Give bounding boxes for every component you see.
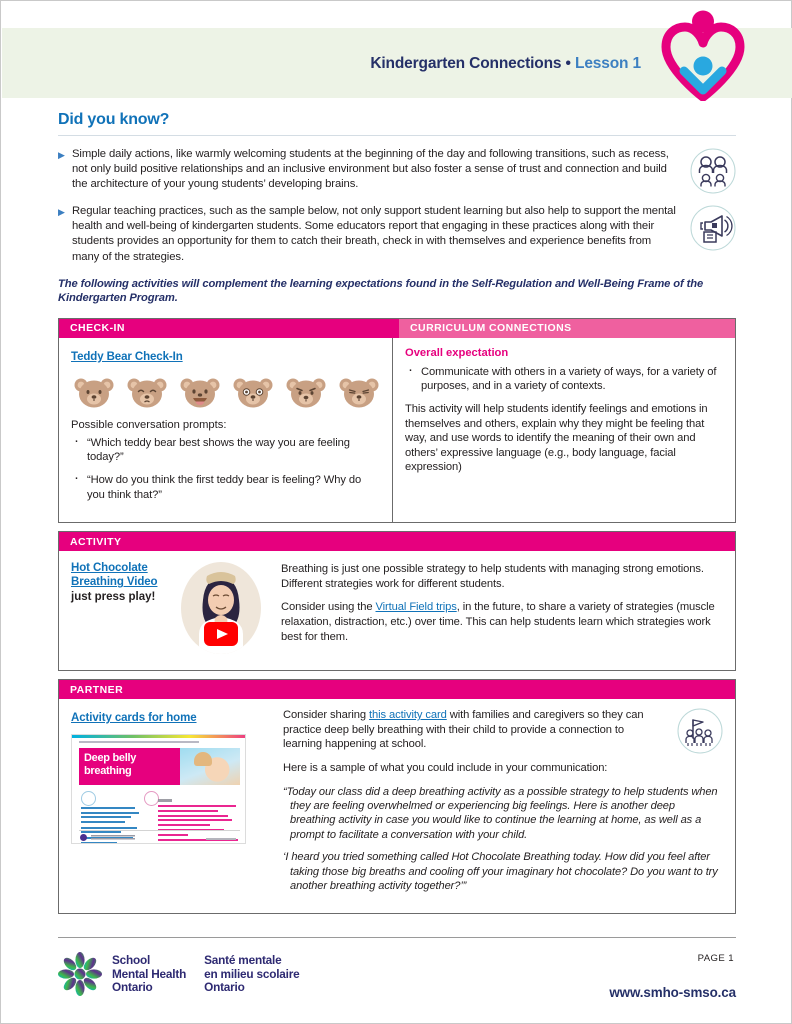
teddy-bear-row [73,376,380,410]
curriculum-column [393,338,735,522]
video-link-line1: Hot Chocolate [71,562,148,575]
partner-bar-label: PARTNER [70,683,124,696]
smho-wordmark [112,954,300,995]
partner-body [59,699,735,913]
hot-chocolate-breathing-video-thumbnail[interactable] [173,560,269,656]
smho-logo-block [58,951,300,997]
list-item: · “Which teddy bear best shows the way you are feeling today?” [87,436,380,465]
check-in-section [58,318,736,523]
partner-quote-1: “Today our class did a deep breathing activity as a possible strategy to help students when they are feeling overwhelmed or experiencing big feelings. Here is another deep breathing activity in case you would like to continue the learning at home, as well as a prompt to facilitate a conversation with your child. [283,785,718,841]
card-step-circle-1 [81,791,96,806]
virtual-field-trips-link[interactable]: Virtual Field trips [375,601,457,614]
fact-bullet [58,204,736,265]
teddy-bear-angry [285,376,327,410]
card-photo [180,748,240,785]
activity-p2-after: , in the future, to share a variety of strategies (muscle relaxation, distraction, etc.) over time. This can help students learn which strategies work best for them. [281,601,715,643]
video-link-line2: Breathing Video [71,576,158,589]
curriculum-bar [399,319,735,338]
card-top-gradient-line [72,735,245,738]
curriculum-paragraph: This activity will help students identify feelings and emotions in themselves and others, explain why they might be feeling that way, and use words to identify the meaning of their own and others’ expressive language (e.g., body language, facial expression) [405,403,708,474]
smho-wordmark-english [112,954,186,995]
main-content [58,111,736,914]
fact-bullet [58,147,736,194]
partner-paragraph-2: Here is a sample of what you could include in your communication: [283,761,608,774]
partner-right-column [271,708,723,901]
check-in-column [59,338,393,522]
teddy-bear-neutral [73,376,115,410]
partner-left-column [71,708,271,901]
teddy-bear-check-in-link[interactable]: Teddy Bear Check-In [71,350,183,363]
page-title [370,55,641,73]
check-in-bar [59,319,399,338]
smho-smso-flower-logo [58,951,102,997]
card-footer-org-text [91,835,135,841]
header-title-lesson: Lesson 1 [575,55,641,72]
deep-belly-breathing-activity-card-thumbnail[interactable] [71,734,246,844]
fact-bullet-text: Simple daily actions, like warmly welcoming students at the beginning of the day and following transitions, such as recess, not only build positive relationships and an inclusive environment but also foster a sense of trust and connection and build the architecture of your young students’ developing brains. [72,148,669,191]
card-title-line1: Deep belly [84,752,137,765]
curriculum-bar-label: CURRICULUM CONNECTIONS [410,322,572,335]
activity-section [58,531,736,671]
activity-body [59,551,735,670]
smho-wordmark-french [204,954,299,995]
triangle-bullet-icon: ▶ [58,150,65,160]
page-number: PAGE 1 [697,953,734,964]
teddy-bear-sad [126,376,168,410]
teddy-bear-happy-open [179,376,221,410]
list-item: · “How do you think the first teddy bear is feeling? Why do you think that?” [87,473,380,502]
activity-paragraph-1: Breathing is just one possible strategy to help students with managing strong emotions. Different strategies work for different students. [281,563,704,590]
teddy-bear-surprised [232,376,274,410]
partner-paragraph-1 [283,708,665,752]
header-title-main: Kindergarten Connections [370,55,562,72]
card-title-line2: breathing [84,765,132,778]
card-footer-url [206,838,236,840]
activity-right-column [281,560,723,656]
partner-section [58,679,736,914]
megaphone-icon [690,205,736,251]
footer-divider [58,937,736,938]
did-you-know-heading: Did you know? [58,111,170,128]
partner-p1-after: with families and caregivers so they can practice deep belly breathing with their child to provide a connection to learning happening at school. [283,709,644,751]
check-in-bar-label: CHECK-IN [70,322,125,335]
org-en-line3: Ontario [112,980,153,995]
org-fr-line1: Santé mentale [204,953,282,967]
activity-bar-label: ACTIVITY [70,535,122,548]
org-en-line1: School [112,953,151,967]
triangle-bullet-icon: ▶ [58,207,65,217]
activity-bar [59,532,735,551]
card-title [84,752,136,778]
activity-paragraph-2 [281,600,723,644]
prompts-heading: Possible conversation prompts: [71,418,227,431]
card-micro-heading-line [79,741,199,743]
heading-divider [58,135,736,136]
partner-p1-before: Consider sharing [283,709,369,722]
list-item: · Communicate with others in a variety of ways, for a variety of purposes, and in a variety of contexts. [421,365,723,394]
group-with-flag-icon [677,708,723,754]
press-play-text: just press play! [71,591,156,604]
expectation-list [405,365,723,394]
activity-cards-for-home-link[interactable]: Activity cards for home [71,712,197,725]
intro-italic-text: The following activities will complement the learning expectations found in the Self-Regulation and Well-Being Frame of the Kindergarten Program. [58,277,704,305]
people-group-icon [690,148,736,194]
page-footer [58,949,736,1009]
activity-left-column [71,560,171,656]
card-right-text-lines [158,799,240,843]
this-activity-card-link[interactable]: this activity card [368,709,447,722]
teddy-bear-worried [338,376,380,410]
hot-chocolate-breathing-video-link[interactable] [71,561,157,589]
card-pink-banner [79,748,240,785]
header-title-separator: • [565,55,571,72]
card-step-circle-2 [144,791,159,806]
section-bars [59,319,735,338]
org-en-line2: Mental Health [112,966,187,981]
card-footer-rule [79,830,240,831]
check-in-body [59,338,735,522]
org-fr-line2: en milieu scolaire [204,966,300,981]
smho-heart-logo [660,9,746,101]
activity-p2-before: Consider using the [281,601,376,614]
conversation-prompts-list [71,436,380,502]
partner-bar [59,680,735,699]
overall-expectation-label: Overall expectation [405,346,509,359]
partner-intro-text [283,708,723,775]
partner-quote-2: ‘I heard you tried something called Hot Chocolate Breathing today. How did you feel after taking those big breaths and cooling off your imaginary hot chocolate? Do you want to try another breathing activity together?’” [283,851,718,892]
fact-bullet-text: Regular teaching practices, such as the sample below, not only support student learning but also help to support the mental health and well-being of kindergarten students. Some educators report that engaging in these practices along with their students provides an opportunity for them to catch their breath, check in with themselves and experience benefits from many of the strategies. [72,205,676,263]
org-fr-line3: Ontario [204,980,245,995]
website-url[interactable]: www.smho-smso.ca [609,985,736,1000]
